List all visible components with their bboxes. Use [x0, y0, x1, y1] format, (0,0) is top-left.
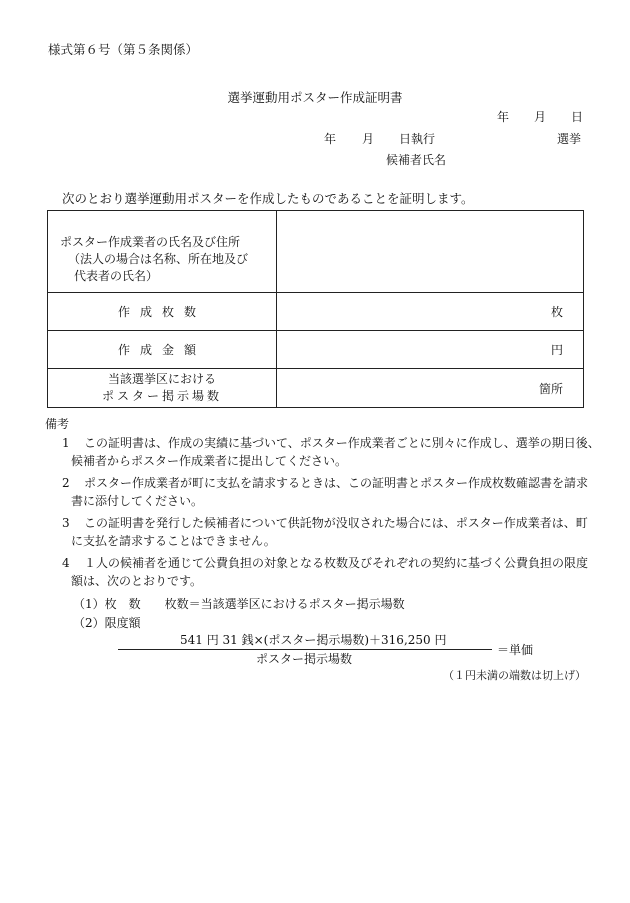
remark-4-line2: 額は、次のとおりです。 [71, 574, 203, 588]
form-number: 様式第６号（第５条関係） [48, 42, 199, 57]
remark-2-line1: ポスター作成業者が町に支払を請求するときは、この証明書とポスター作成枚数確認書を請求 [84, 476, 589, 490]
date-year-label: 年 [497, 110, 510, 124]
sub-item-limit: （2）限度額 [73, 616, 141, 630]
table-row [48, 369, 584, 408]
remark-3-number: 3 [62, 516, 70, 530]
document-title: 選挙運動用ポスター作成証明書 [227, 90, 403, 105]
created-count-label: 作成枚数 [48, 293, 277, 331]
poster-maker-label-line1: ポスター作成業者の氏名及び住所 [60, 235, 241, 249]
created-amount-unit[interactable]: 円 [277, 331, 584, 369]
election-year-label: 年 [324, 132, 337, 146]
formula-numerator: 541 円 31 銭×(ポスター掲示場数)＋316,250 円 [180, 633, 447, 647]
formula-denominator: ポスター掲示場数 [256, 652, 353, 666]
remark-1-line1: この証明書は、作成の実績に基づいて、ポスター作成業者ごとに別々に作成し、選挙の期日後、 [84, 436, 600, 450]
election-executed-label: 日執行 [399, 132, 436, 146]
poster-maker-label-line3: 代表者の氏名） [74, 269, 159, 283]
remark-3-line1: この証明書を発行した候補者について供託物が没収された場合には、ポスター作成業者は、町 [84, 516, 588, 530]
election-month-label: 月 [362, 132, 375, 146]
certificate-table [47, 210, 584, 408]
created-amount-label: 作成金額 [48, 331, 277, 369]
date-month-label: 月 [534, 110, 547, 124]
date-day-label: 日 [571, 110, 584, 124]
poster-maker-label-line2: （法人の場合は名称、所在地及び [68, 252, 249, 266]
remark-2-line2: 書に添付してください。 [71, 494, 204, 508]
remark-1-number: 1 [62, 436, 70, 450]
fraction-line [118, 649, 492, 650]
remarks-heading: 備考 [45, 417, 70, 431]
remark-4-number: 4 [62, 556, 70, 570]
poster-maker-value[interactable] [277, 211, 584, 293]
candidate-name-label: 候補者氏名 [386, 153, 447, 167]
rounding-note: （１円未満の端数は切上げ） [443, 669, 586, 682]
remark-4-line1: １人の候補者を通じて公費負担の対象となる枚数及びそれぞれの契約に基づく公費負担の限度 [84, 556, 589, 570]
table-row [48, 211, 584, 293]
poster-board-count-label [48, 369, 277, 408]
poster-maker-label [48, 211, 277, 293]
poster-board-count-unit[interactable]: 箇所 [277, 369, 584, 408]
formula-result: ＝単価 [497, 643, 534, 657]
table-row [48, 331, 584, 369]
remark-1-line2: 候補者からポスター作成業者に提出してください。 [71, 454, 348, 468]
table-row [48, 293, 584, 331]
remark-3-line2: に支払を請求することはできません。 [71, 534, 276, 548]
election-label: 選挙 [557, 132, 582, 146]
created-count-unit[interactable]: 枚 [277, 293, 584, 331]
intro-text: 次のとおり選挙運動用ポスターを作成したものであることを証明します。 [62, 191, 474, 206]
sub-item-count: （1）枚 数 枚数＝当該選挙区におけるポスター掲示場数 [73, 597, 405, 611]
poster-board-count-label-line1: 当該選挙区における [107, 372, 216, 386]
remark-2-number: 2 [62, 476, 70, 490]
poster-board-count-label-line2: ポスター掲示場数 [101, 389, 222, 403]
